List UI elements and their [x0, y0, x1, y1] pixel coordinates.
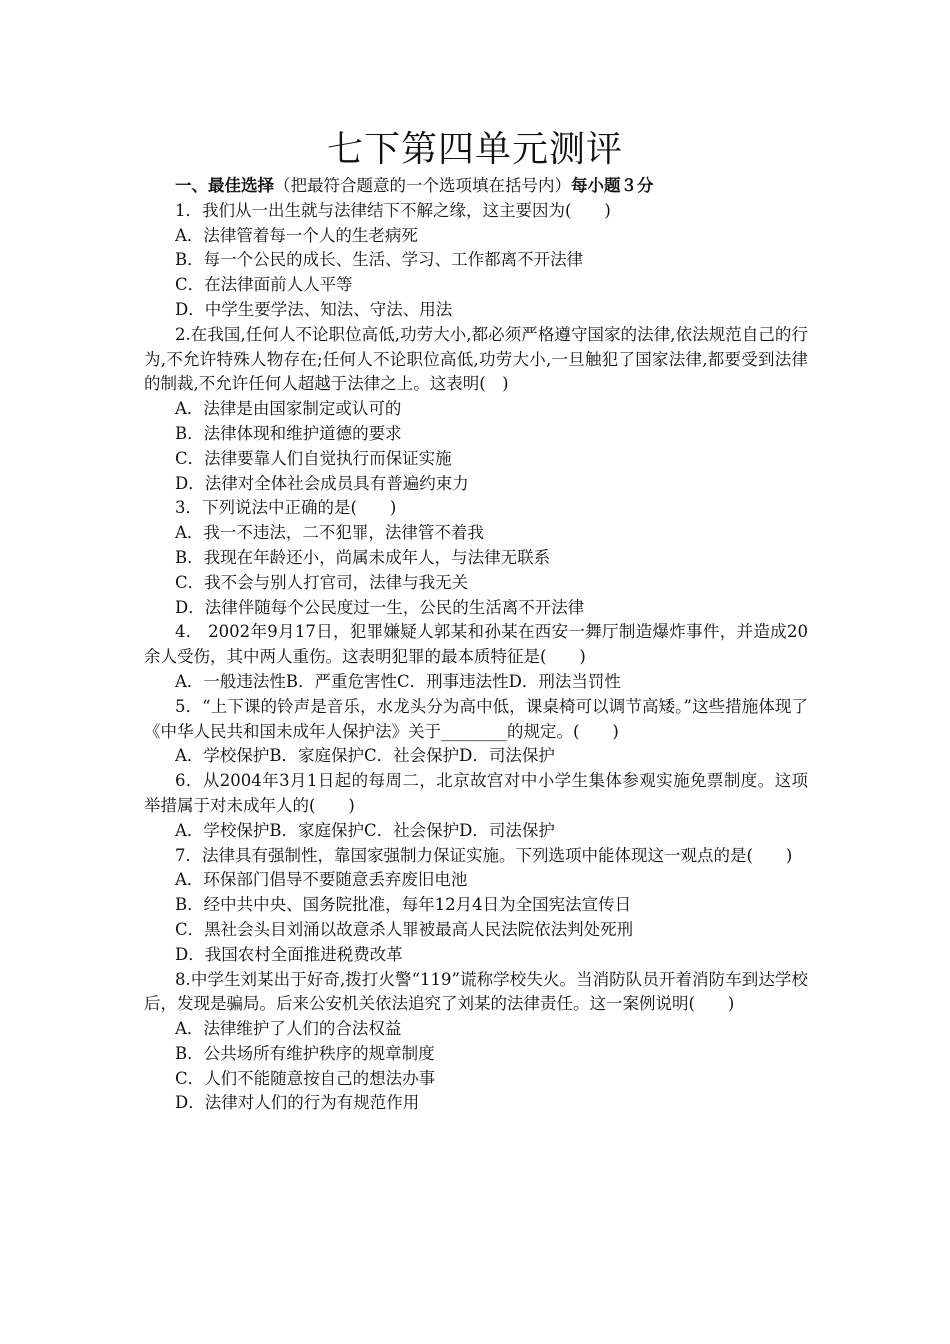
option-d: D．法律伴随每个公民度过一生，公民的生活离不开法律 — [175, 597, 585, 617]
section-label: 一、最佳选择 — [175, 176, 274, 195]
option-d: D．中学生要学法、知法、守法、用法 — [175, 299, 453, 319]
option-row: A．一般违法性B．严重危害性C．刑事违法性D．刑法当罚性 — [175, 671, 621, 691]
section-heading — [144, 174, 808, 199]
option-d: D．法律对全体社会成员具有普遍约束力 — [175, 473, 469, 493]
question-5 — [144, 695, 808, 769]
option-d: D．法律对人们的行为有规范作用 — [175, 1093, 420, 1113]
option-a: A．环保部门倡导不要随意丢弃废旧电池 — [175, 870, 468, 890]
option-c: C．在法律面前人人平等 — [175, 275, 353, 295]
option-c: C．人们不能随意按自己的想法办事 — [175, 1068, 436, 1088]
option-d: D．我国农村全面推进税费改革 — [175, 944, 403, 964]
question-stem: 8.中学生刘某出于好奇,拨打火警“119”谎称学校失火。当消防队员开着消防车到达学校后，发现是骗局。后来公安机关依法追究了刘某的法律责任。这一案例说明( ) — [144, 969, 808, 1014]
question-stem: 1．我们从一出生就与法律结下不解之缘，这主要因为( ) — [175, 200, 611, 220]
option-a: A．我一不违法，二不犯罪，法律管不着我 — [175, 523, 484, 543]
option-row: A．学校保护B．家庭保护C．社会保护D．司法保护 — [175, 746, 555, 766]
question-7 — [144, 844, 808, 968]
document-title: 七下第四单元测评 — [326, 129, 623, 170]
question-4 — [144, 620, 808, 694]
question-2 — [144, 323, 808, 497]
option-c: C．黑社会头目刘涌以故意杀人罪被最高人民法院依法判处死刑 — [175, 919, 634, 939]
option-a: A．法律管着每一个人的生老病死 — [175, 225, 418, 245]
question-3 — [144, 496, 808, 620]
option-b: B．法律体现和维护道德的要求 — [175, 423, 402, 443]
question-stem: 5．“上下课的铃声是音乐，水龙头分为高中低，课桌椅可以调节高矮。”这些措施体现了《中华人民共和国未成年人保护法》关于________的规定。( ) — [144, 696, 808, 741]
section-score: 每小题３分 — [571, 176, 654, 195]
option-a: A．法律维护了人们的合法权益 — [175, 1019, 402, 1039]
question-6 — [144, 769, 808, 843]
option-row: A．学校保护B．家庭保护C．社会保护D．司法保护 — [175, 820, 555, 840]
option-c: C．法律要靠人们自觉执行而保证实施 — [175, 448, 452, 468]
option-b: B．经中共中央、国务院批准，每年12月4日为全国宪法宣传日 — [175, 895, 632, 915]
question-8 — [144, 968, 808, 1117]
option-a: A．法律是由国家制定或认可的 — [175, 399, 402, 419]
question-stem: 4． 2002年9月17日，犯罪嫌疑人郭某和孙某在西安一舞厅制造爆炸事件，并造成20余人受伤，其中两人重伤。这表明犯罪的最本质特征是( ) — [144, 622, 808, 667]
question-stem: 7．法律具有强制性，靠国家强制力保证实施。下列选项中能体现这一观点的是( ) — [175, 845, 793, 865]
document-body — [144, 174, 808, 1116]
question-stem: 2.在我国,任何人不论职位高低,功劳大小,都必须严格遵守国家的法律,依法规范自己的行为,不允许特殊人物存在;任何人不论职位高低,功劳大小,一旦触犯了国家法律,都要受到法律的制裁,不允许任何人超越于法律之上。这表明( ) — [144, 324, 808, 394]
section-note: （把最符合题意的一个选项填在括号内） — [274, 176, 571, 195]
option-b: B．每一个公民的成长、生活、学习、工作都离不开法律 — [175, 250, 584, 270]
option-c: C．我不会与别人打官司，法律与我无关 — [175, 572, 469, 592]
option-b: B．公共场所有维护秩序的规章制度 — [175, 1043, 435, 1063]
question-stem: 3．下列说法中正确的是( ) — [175, 498, 397, 518]
question-stem: 6．从2004年3月1日起的每周二，北京故宫对中小学生集体参观实施免票制度。这项举措属于对未成年人的( ) — [144, 771, 808, 815]
question-1 — [144, 199, 808, 323]
option-b: B．我现在年龄还小，尚属未成年人，与法律无联系 — [175, 547, 551, 567]
